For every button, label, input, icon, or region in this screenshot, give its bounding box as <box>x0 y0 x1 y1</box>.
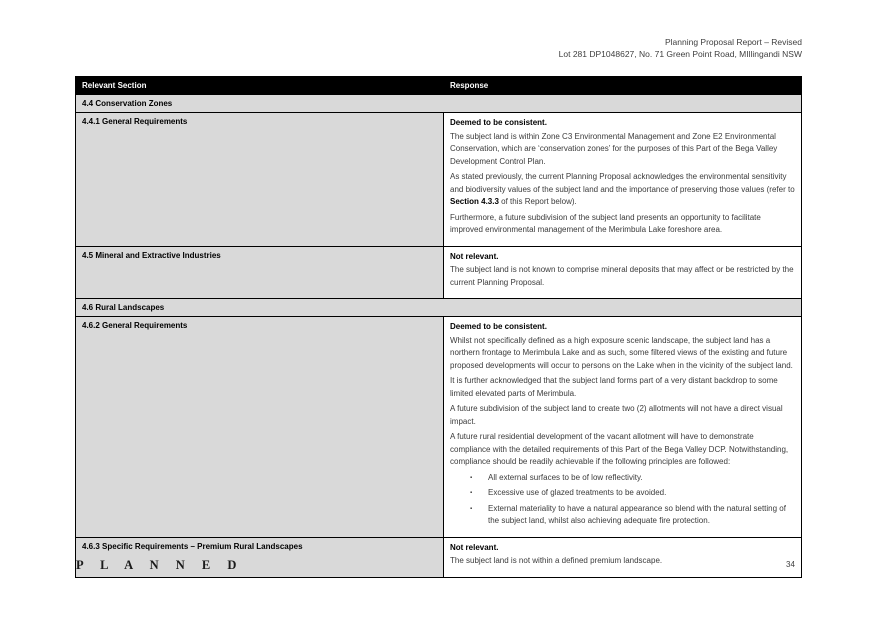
response-cell <box>444 538 801 577</box>
bullet-square-icon: ▪ <box>470 490 473 496</box>
text-segment: The subject land is within Zone C3 Environmental Management and Zone E2 Environmental Conservation, which are ‘conservation zones’ for the purposes of this Part of the Bega Valley Development Control Plan. <box>450 131 778 166</box>
response-paragraph <box>450 403 795 428</box>
header-report-title: Planning Proposal Report – Revised <box>664 37 802 47</box>
planned-logo: P L A N N E D <box>76 558 244 572</box>
text-segment: It is further acknowledged that the subject land forms part of a very distant backdrop to some limited elevated parts of Merimbula. <box>450 376 778 398</box>
response-paragraph <box>450 131 795 169</box>
text-segment: A future subdivision of the subject land to create two (2) allotments will not have a direct visual impact. <box>450 404 783 426</box>
response-cell <box>444 247 801 299</box>
bullet-list <box>450 472 795 528</box>
bullet-item <box>450 503 795 528</box>
section-cell: 4.5 Mineral and Extractive Industries <box>76 247 444 299</box>
bullet-square-icon: ▪ <box>470 474 473 481</box>
section-cell: 4.6.2 General Requirements <box>76 317 444 537</box>
header-property-address: Lot 281 DP1048627, No. 71 Green Point Road, MIllingandi NSW <box>558 48 802 59</box>
response-paragraph <box>450 431 795 469</box>
bullet-square-icon: ▪ <box>470 505 473 512</box>
table-section-row: 4.6 Rural Landscapes <box>76 298 801 316</box>
document-header <box>559 37 802 60</box>
column-header-response: Response <box>450 81 489 90</box>
bullet-text: External materiality to have a natural appearance so blend with the natural setting of the subject land, whilst also achieving adequate fire protection. <box>488 503 786 525</box>
response-cell <box>444 317 801 537</box>
response-verdict: Not relevant. <box>450 251 499 261</box>
table-body <box>76 94 801 577</box>
response-paragraph <box>450 212 795 237</box>
section-cell: 4.6.3 Specific Requirements – Premium Rural Landscapes <box>76 538 444 577</box>
text-segment: Furthermore, a future subdivision of the subject land presents an opportunity to facilitate improved environmental management of the Merimbula Lake foreshore area. <box>450 212 761 234</box>
bullet-item <box>450 472 795 485</box>
response-paragraph <box>450 555 795 568</box>
text-segment: The subject land is not known to comprise mineral deposits that may affect or be restricted by the current Planning Proposal. <box>450 265 794 287</box>
response-verdict: Deemed to be consistent. <box>450 322 547 331</box>
text-segment: The subject land is not within a defined premium landscape. <box>450 556 663 565</box>
text-segment: As stated previously, the current Planning Proposal acknowledges the environmental sensitivity and biodiversity values of the subject land and the importance of preserving those values (refer to <box>450 172 795 194</box>
bullet-item <box>450 487 795 500</box>
response-verdict: Deemed to be consistent. <box>450 118 547 127</box>
table-row <box>76 246 801 299</box>
table-row <box>76 112 801 246</box>
text-segment: Whilst not specifically defined as a high exposure scenic landscape, the subject land has a northern frontage to Merimbula Lake and as such, some filtered views of the existing and future proposed developments will occur to persons on the Lake when in the vicinity of the subject land. <box>450 335 793 370</box>
table-row <box>76 316 801 537</box>
response-cell <box>444 113 801 246</box>
bullet-text: Excessive use of glazed treatments to be avoided. <box>488 488 667 497</box>
response-paragraph <box>450 335 795 373</box>
section-cell: 4.4.1 General Requirements <box>76 113 444 246</box>
compliance-table <box>75 76 802 578</box>
response-paragraph <box>450 171 795 209</box>
page-number: 34 <box>786 560 795 569</box>
response-paragraph <box>450 375 795 400</box>
text-segment: Section 4.3.3 <box>450 197 499 206</box>
response-paragraph <box>450 264 795 289</box>
column-header-relevant-section: Relevant Section <box>82 81 147 90</box>
text-segment: A future rural residential development of the vacant allotment will have to demonstrate compliance with the detailed requirements of this Part of the Bega Valley DCP. Notwithstanding, compliance should be readily achievable if the following principles are followed: <box>450 432 789 466</box>
response-verdict: Not relevant. <box>450 542 499 552</box>
table-section-row: 4.4 Conservation Zones <box>76 94 801 112</box>
table-header-row <box>76 77 801 94</box>
bullet-text: All external surfaces to be of low reflectivity. <box>488 472 643 482</box>
text-segment: of this Report below). <box>498 197 577 206</box>
